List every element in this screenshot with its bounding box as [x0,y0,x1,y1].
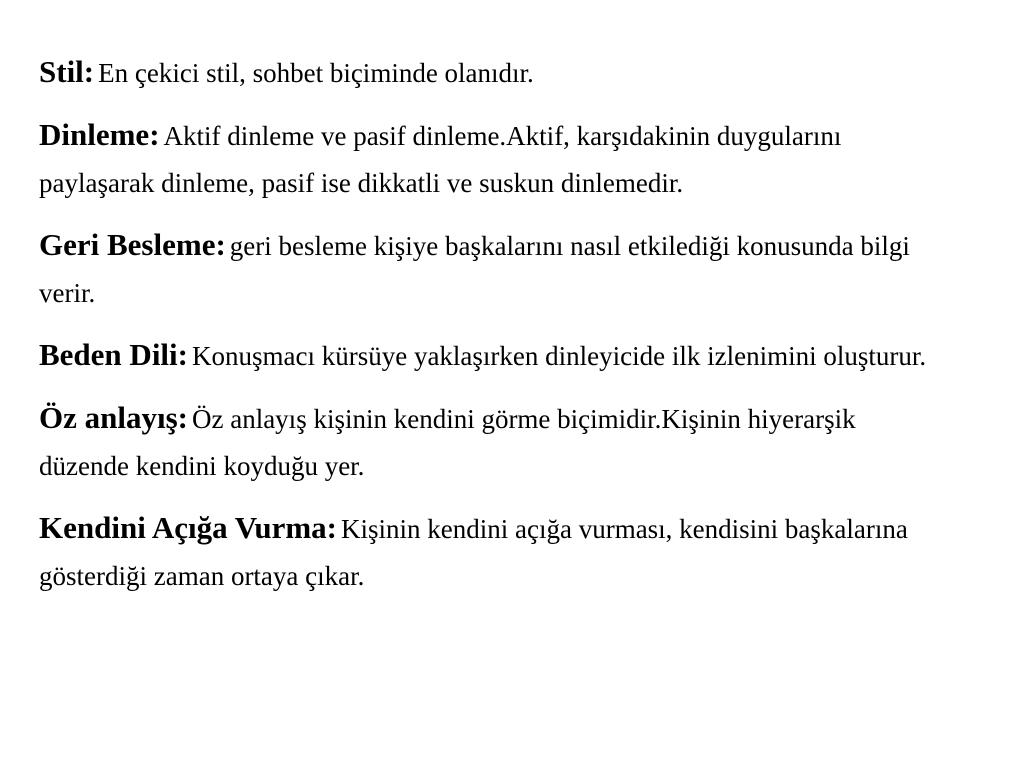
slide-content [39,50,939,616]
item-oz-anlayis [39,396,939,492]
item-term: Öz anlayış: [39,400,188,435]
item-text: geri besleme kişiye başkalarını nasıl etkilediği konusunda bilgi verir. [39,231,910,308]
item-kendini-aciga-vurma [39,506,939,602]
item-term: Kendini Açığa Vurma: [39,510,337,545]
item-dinleme [39,113,939,209]
item-stil [39,50,939,99]
item-term: Beden Dili: [39,337,188,372]
item-text: Konuşmacı kürsüye yaklaşırken dinleyicide ilk izlenimini oluşturur. [191,341,927,371]
item-term: Dinleme: [39,117,160,152]
item-term: Stil: [39,54,95,89]
item-text: Öz anlayış kişinin kendini görme biçimidir.Kişinin hiyerarşik düzende kendini koyduğu yer. [39,404,856,481]
item-text: Aktif dinleme ve pasif dinleme.Aktif, karşıdakinin duygularını paylaşarak dinleme, pasif ise dikkatli ve suskun dinlemedir. [39,121,842,198]
item-text: En çekici stil, sohbet biçiminde olanıdır. [98,58,534,88]
item-text: Kişinin kendini açığa vurması, kendisini başkalarına gösterdiği zaman ortaya çıkar. [39,514,908,591]
item-geri-besleme [39,223,939,319]
item-beden-dili [39,333,939,382]
item-term: Geri Besleme: [39,227,226,262]
